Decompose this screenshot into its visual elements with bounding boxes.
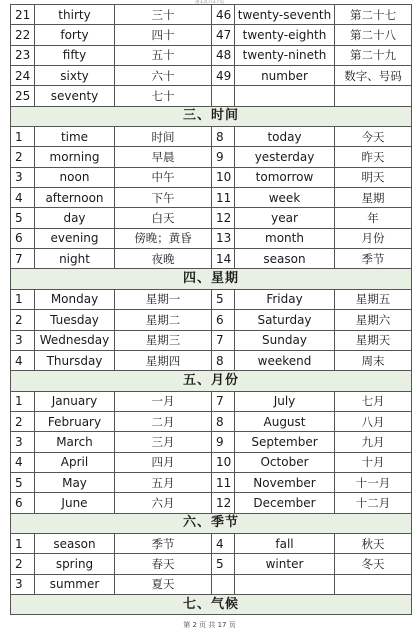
row-number: 3	[11, 432, 35, 452]
row-number: 5	[11, 472, 35, 492]
chinese-meaning: 二月	[115, 411, 212, 431]
chinese-meaning: 今天	[335, 127, 412, 147]
row-number: 47	[212, 25, 235, 45]
chinese-meaning: 十月	[335, 452, 412, 472]
english-word: month	[235, 228, 335, 248]
chinese-meaning: 四月	[115, 452, 212, 472]
english-word: July	[235, 391, 335, 411]
row-number: 48	[212, 45, 235, 65]
vocab-row	[11, 5, 412, 25]
english-word	[235, 86, 335, 106]
english-word: noon	[35, 167, 115, 187]
english-word: Wednesday	[35, 330, 115, 350]
row-number: 3	[11, 330, 35, 350]
chinese-meaning: 一月	[115, 391, 212, 411]
chinese-meaning: 七十	[115, 86, 212, 106]
english-word: tomorrow	[235, 167, 335, 187]
vocab-row	[11, 249, 412, 269]
chinese-meaning: 星期	[335, 188, 412, 208]
chinese-meaning: 周末	[335, 350, 412, 370]
chinese-meaning: 三十	[115, 5, 212, 25]
chinese-meaning: 星期四	[115, 350, 212, 370]
row-number: 11	[212, 188, 235, 208]
chinese-meaning: 八月	[335, 411, 412, 431]
vocab-row	[11, 533, 412, 553]
chinese-meaning: 七月	[335, 391, 412, 411]
chinese-meaning: 十一月	[335, 472, 412, 492]
section-heading-row	[11, 269, 412, 289]
chinese-meaning: 三月	[115, 432, 212, 452]
row-number: 6	[11, 493, 35, 513]
vocab-row	[11, 574, 412, 594]
english-word: thirty	[35, 5, 115, 25]
chinese-meaning: 十二月	[335, 493, 412, 513]
chinese-meaning: 月份	[335, 228, 412, 248]
english-word: spring	[35, 554, 115, 574]
chinese-meaning: 白天	[115, 208, 212, 228]
row-number: 13	[212, 228, 235, 248]
chinese-meaning: 明天	[335, 167, 412, 187]
row-number: 49	[212, 66, 235, 86]
section-title: 三、时间	[11, 106, 412, 126]
vocab-row	[11, 127, 412, 147]
chinese-meaning: 星期天	[335, 330, 412, 350]
row-number: 1	[11, 391, 35, 411]
english-word: fifty	[35, 45, 115, 65]
chinese-meaning: 星期五	[335, 289, 412, 309]
row-number: 4	[11, 350, 35, 370]
row-number: 8	[212, 411, 235, 431]
chinese-meaning: 第二十七	[335, 5, 412, 25]
chinese-meaning: 秋天	[335, 533, 412, 553]
row-number: 8	[212, 350, 235, 370]
page-footer: 第 2 页 共 17 页	[183, 621, 236, 629]
row-number: 3	[11, 574, 35, 594]
row-number: 22	[11, 25, 35, 45]
english-word: May	[35, 472, 115, 492]
row-number: 5	[212, 554, 235, 574]
english-word: Tuesday	[35, 310, 115, 330]
english-word: night	[35, 249, 115, 269]
row-number: 23	[11, 45, 35, 65]
row-number: 7	[11, 249, 35, 269]
english-word: afternoon	[35, 188, 115, 208]
english-word: time	[35, 127, 115, 147]
chinese-meaning: 九月	[335, 432, 412, 452]
chinese-meaning: 五十	[115, 45, 212, 65]
chinese-meaning	[335, 574, 412, 594]
english-word: Sunday	[235, 330, 335, 350]
vocab-row	[11, 411, 412, 431]
english-word: today	[235, 127, 335, 147]
row-number: 9	[212, 432, 235, 452]
chinese-meaning: 数字、号码	[335, 66, 412, 86]
row-number: 5	[212, 289, 235, 309]
row-number: 1	[11, 533, 35, 553]
section-title: 五、月份	[11, 371, 412, 391]
english-word: summer	[35, 574, 115, 594]
row-number: 46	[212, 5, 235, 25]
english-word: February	[35, 411, 115, 431]
vocab-row	[11, 554, 412, 574]
chinese-meaning: 四十	[115, 25, 212, 45]
vocab-row	[11, 45, 412, 65]
vocab-row	[11, 188, 412, 208]
vocab-row	[11, 167, 412, 187]
chinese-meaning: 星期二	[115, 310, 212, 330]
row-number: 10	[212, 452, 235, 472]
row-number: 14	[212, 249, 235, 269]
vocab-row	[11, 228, 412, 248]
english-word: January	[35, 391, 115, 411]
row-number: 9	[212, 147, 235, 167]
vocab-row	[11, 289, 412, 309]
english-word: November	[235, 472, 335, 492]
english-word: April	[35, 452, 115, 472]
chinese-meaning: 时间	[115, 127, 212, 147]
vocab-row	[11, 86, 412, 106]
row-number: 2	[11, 310, 35, 330]
row-number: 5	[11, 208, 35, 228]
chinese-meaning: 下午	[115, 188, 212, 208]
vocab-row	[11, 493, 412, 513]
english-word: season	[235, 249, 335, 269]
row-number: 7	[212, 391, 235, 411]
english-word: season	[35, 533, 115, 553]
section-heading-row	[11, 513, 412, 533]
chinese-meaning: 星期一	[115, 289, 212, 309]
english-word: Friday	[235, 289, 335, 309]
row-number: 4	[11, 188, 35, 208]
chinese-meaning: 冬天	[335, 554, 412, 574]
chinese-meaning: 六月	[115, 493, 212, 513]
chinese-meaning: 昨天	[335, 147, 412, 167]
english-word: twenty-eighth	[235, 25, 335, 45]
chinese-meaning: 夏天	[115, 574, 212, 594]
chinese-meaning: 傍晚；黄昏	[115, 228, 212, 248]
row-number: 7	[212, 330, 235, 350]
chinese-meaning: 星期三	[115, 330, 212, 350]
english-word: year	[235, 208, 335, 228]
chinese-meaning: 第二十八	[335, 25, 412, 45]
english-word: Monday	[35, 289, 115, 309]
english-word: number	[235, 66, 335, 86]
vocab-row	[11, 432, 412, 452]
chinese-meaning: 星期六	[335, 310, 412, 330]
row-number: 8	[212, 127, 235, 147]
english-word: August	[235, 411, 335, 431]
row-number: 1	[11, 127, 35, 147]
row-number: 25	[11, 86, 35, 106]
vocabulary-table-body	[11, 5, 412, 615]
row-number: 1	[11, 289, 35, 309]
chinese-meaning: 季节	[335, 249, 412, 269]
english-word: October	[235, 452, 335, 472]
chinese-meaning: 早晨	[115, 147, 212, 167]
section-heading-row	[11, 594, 412, 614]
row-number: 4	[212, 533, 235, 553]
english-word: December	[235, 493, 335, 513]
english-word: Saturday	[235, 310, 335, 330]
english-word: seventy	[35, 86, 115, 106]
chinese-meaning: 五月	[115, 472, 212, 492]
section-title: 六、季节	[11, 513, 412, 533]
english-word: twenty-seventh	[235, 5, 335, 25]
vocab-row	[11, 147, 412, 167]
section-heading-row	[11, 106, 412, 126]
vocab-row	[11, 350, 412, 370]
row-number: 4	[11, 452, 35, 472]
english-word: March	[35, 432, 115, 452]
vocab-row	[11, 66, 412, 86]
vocab-row	[11, 208, 412, 228]
vocab-row	[11, 472, 412, 492]
row-number: 6	[212, 310, 235, 330]
section-title: 四、星期	[11, 269, 412, 289]
section-heading-row	[11, 371, 412, 391]
english-word: Thursday	[35, 350, 115, 370]
row-number: 6	[11, 228, 35, 248]
vocab-row	[11, 25, 412, 45]
chinese-meaning: 年	[335, 208, 412, 228]
english-word: twenty-nineth	[235, 45, 335, 65]
page-header: 第1页共17页	[194, 0, 225, 4]
row-number: 2	[11, 411, 35, 431]
english-word	[235, 574, 335, 594]
row-number: 10	[212, 167, 235, 187]
vocab-row	[11, 310, 412, 330]
english-word: sixty	[35, 66, 115, 86]
chinese-meaning	[335, 86, 412, 106]
english-word: June	[35, 493, 115, 513]
english-word: September	[235, 432, 335, 452]
chinese-meaning: 中午	[115, 167, 212, 187]
vocab-row	[11, 452, 412, 472]
english-word: morning	[35, 147, 115, 167]
row-number: 12	[212, 208, 235, 228]
english-word: winter	[235, 554, 335, 574]
row-number: 11	[212, 472, 235, 492]
row-number: 24	[11, 66, 35, 86]
chinese-meaning: 第二十九	[335, 45, 412, 65]
english-word: fall	[235, 533, 335, 553]
section-title: 七、气候	[11, 594, 412, 614]
vocab-row	[11, 391, 412, 411]
vocabulary-table	[10, 4, 412, 615]
chinese-meaning: 六十	[115, 66, 212, 86]
chinese-meaning: 春天	[115, 554, 212, 574]
chinese-meaning: 季节	[115, 533, 212, 553]
row-number: 2	[11, 147, 35, 167]
english-word: evening	[35, 228, 115, 248]
chinese-meaning: 夜晚	[115, 249, 212, 269]
english-word: week	[235, 188, 335, 208]
row-number	[212, 574, 235, 594]
english-word: forty	[35, 25, 115, 45]
row-number: 12	[212, 493, 235, 513]
row-number: 2	[11, 554, 35, 574]
row-number	[212, 86, 235, 106]
english-word: weekend	[235, 350, 335, 370]
row-number: 21	[11, 5, 35, 25]
vocab-row	[11, 330, 412, 350]
english-word: day	[35, 208, 115, 228]
english-word: yesterday	[235, 147, 335, 167]
row-number: 3	[11, 167, 35, 187]
